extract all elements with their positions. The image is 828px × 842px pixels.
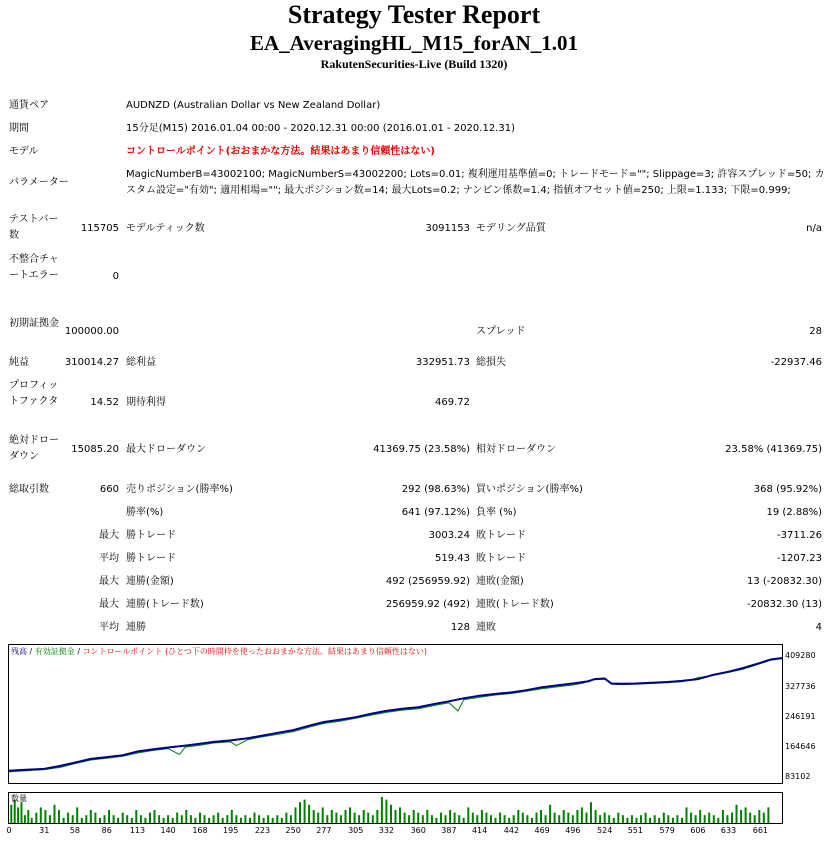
volume-bar: [445, 815, 447, 823]
volume-bar: [76, 807, 78, 823]
volume-bar: [99, 818, 101, 823]
volume-bar: [163, 818, 165, 823]
volume-bar: [349, 807, 351, 823]
volume-bar: [249, 818, 251, 823]
x-tick-label: 496: [565, 826, 581, 835]
volume-bar: [645, 813, 647, 823]
volume-bar: [54, 805, 56, 823]
volume-bar: [244, 815, 246, 823]
volume-bar: [745, 807, 747, 823]
x-tick-label: 442: [503, 826, 520, 835]
volume-bar: [285, 813, 287, 823]
x-tick-label: 661: [752, 826, 769, 835]
period-value: 15分足(M15) 2016.01.04 00:00 - 2020.12.31 00:00 (2016.01.01 - 2020.12.31): [126, 123, 515, 134]
volume-bar: [717, 818, 719, 823]
mismatch-value: 0: [112, 271, 119, 282]
volume-bar: [472, 813, 474, 823]
server-name: RakutenSecurities-Live (Build 1320): [320, 57, 508, 71]
volume-bar: [531, 818, 533, 823]
legend-sep-2: /: [74, 647, 83, 656]
volume-bar: [563, 810, 565, 823]
volume-bar: [399, 807, 401, 823]
volume-bar: [690, 813, 692, 823]
volume-bar: [713, 815, 715, 823]
avg-cons-losses-label: 連敗: [476, 622, 496, 633]
volume-bar: [185, 810, 187, 823]
total-value: 660: [99, 484, 119, 495]
volume-bar: [240, 818, 242, 823]
volume-bar: [295, 807, 297, 823]
volume-bar: [104, 815, 106, 823]
volume-bar: [545, 815, 547, 823]
volume-bar: [276, 815, 278, 823]
volume-bar: [126, 815, 128, 823]
volume-bar: [27, 810, 29, 823]
deposit-label: 初期証拠金: [9, 318, 59, 329]
volume-bar: [658, 818, 660, 823]
volume-bar: [526, 815, 528, 823]
volume-bar: [604, 813, 606, 823]
rel-dd-value: 23.58% (41369.75): [725, 444, 822, 455]
params-label: パラメーター: [9, 177, 69, 188]
volume-bar: [704, 815, 706, 823]
volume-bar: [222, 818, 224, 823]
volume-bar: [263, 818, 265, 823]
long-label: 買いポジション(勝率%): [476, 484, 583, 495]
volume-bar: [754, 815, 756, 823]
volume-bar: [490, 815, 492, 823]
volume-bar: [581, 807, 583, 823]
avg-win-label: 勝トレード: [126, 553, 176, 564]
volume-bar: [495, 818, 497, 823]
max-label-3: 最大: [99, 599, 119, 610]
volume-bar: [363, 810, 365, 823]
model-label: モデル: [9, 146, 39, 157]
volume-bar: [181, 815, 183, 823]
cons-wins-money-label: 連勝(金額): [126, 576, 174, 587]
cons-wins-trades-value: 256959.92 (492): [385, 599, 470, 610]
gross-loss-value: -22937.46: [770, 357, 822, 368]
volume-bar: [404, 813, 406, 823]
volume-bar: [176, 813, 178, 823]
volume-bar: [376, 810, 378, 823]
max-label-2: 最大: [99, 576, 119, 587]
volume-bar: [736, 805, 738, 823]
volume-bar: [190, 815, 192, 823]
volume-bar: [213, 815, 215, 823]
volume-bar: [381, 797, 383, 823]
volume-bar: [449, 810, 451, 823]
pf-value: 14.52: [90, 397, 119, 408]
volume-bar: [85, 815, 87, 823]
ea-name: EA_AveragingHL_M15_forAN_1.01: [250, 31, 578, 55]
volume-bar: [340, 815, 342, 823]
volume-bar: [536, 813, 538, 823]
avg-cons-losses-value: 4: [815, 622, 822, 633]
volume-bar: [636, 818, 638, 823]
volume-bar: [290, 815, 292, 823]
volume-bar: [299, 802, 301, 823]
volume-bar: [367, 813, 369, 823]
x-tick-label: 332: [378, 826, 395, 835]
x-tick-label: 195: [223, 826, 239, 835]
volume-bar: [549, 805, 551, 823]
volume-bar: [395, 810, 397, 823]
volume-bar: [517, 810, 519, 823]
ticks-label: モデルティック数: [126, 223, 205, 234]
volume-bar: [272, 818, 274, 823]
avg-cons-wins-label: 連勝: [126, 622, 146, 633]
volume-bar: [94, 813, 96, 823]
volume-bar: [281, 818, 283, 823]
volume-bar: [613, 818, 615, 823]
x-tick-label: 250: [285, 826, 301, 835]
volume-bar: [708, 813, 710, 823]
avg-win-value: 519.43: [435, 553, 470, 564]
avg-cons-wins-value: 128: [450, 622, 470, 633]
params-value: MagicNumberB=43002100; MagicNumberS=43002200; Lots=0.01; 複利運用基準値=0; トレードモード=""; Slippage=3; 許容スプレッド=50; カスタム設定="有効"; 適用相場=""; 最大ポジション数=14; 最大Lots=0.2; ナンピン係数=1.4; 指値オフセット値=250; 上限=1.133; 下限=0.999;: [126, 169, 825, 196]
y-tick-label: 409280: [785, 651, 816, 661]
volume-bar: [372, 815, 374, 823]
volume-bar: [90, 810, 92, 823]
volume-bar: [513, 815, 515, 823]
volume-bar: [390, 805, 392, 823]
legend-sep-1: /: [27, 647, 35, 656]
volume-bar: [590, 802, 592, 823]
volume-bar: [331, 810, 333, 823]
max-loss-label: 敗トレード: [476, 530, 526, 541]
volume-bar: [767, 807, 769, 823]
volume-bar: [113, 815, 115, 823]
volume-bar: [476, 815, 478, 823]
volume-bar: [454, 813, 456, 823]
net-value: 310014.27: [64, 357, 119, 368]
loss-rate-label: 負率 (%): [476, 507, 517, 518]
cons-losses-trades-label: 連敗(トレード数): [476, 599, 554, 610]
abs-dd-value: 15085.20: [71, 444, 119, 455]
expected-label: 期待利得: [126, 397, 166, 408]
volume-bar: [67, 813, 69, 823]
cons-wins-money-value: 492 (256959.92): [385, 576, 470, 587]
volume-bar: [144, 818, 146, 823]
volume-bar: [322, 807, 324, 823]
volume-bar: [81, 818, 83, 823]
volume-bar: [599, 815, 601, 823]
volume-bar: [24, 815, 26, 823]
volume-bar: [626, 818, 628, 823]
volume-bar: [435, 818, 437, 823]
volume-bar: [499, 813, 501, 823]
volume-bar: [35, 813, 37, 823]
short-value: 292 (98.63%): [401, 484, 470, 495]
loss-rate-value: 19 (2.88%): [766, 507, 822, 518]
legend-balance: 残高: [11, 647, 27, 656]
volume-bar: [458, 815, 460, 823]
x-tick-label: 579: [659, 826, 675, 835]
volume-bar: [58, 810, 60, 823]
volume-bar: [640, 815, 642, 823]
volume-bar: [217, 813, 219, 823]
volume-bar: [72, 815, 74, 823]
model-value: コントロールポイント(おおまかな方法。結果はあまり信頼性はない): [126, 146, 435, 157]
y-tick-label: 246191: [785, 711, 816, 721]
balance-line: [9, 658, 782, 771]
volume-chart: [8, 792, 783, 824]
volume-bar: [667, 815, 669, 823]
volume-bar: [722, 810, 724, 823]
x-tick-label: 113: [129, 826, 146, 835]
win-rate-label: 勝率(%): [126, 507, 164, 518]
x-tick-label: 633: [720, 826, 737, 835]
avg-loss-label: 敗トレード: [476, 553, 526, 564]
x-tick-label: 140: [160, 826, 176, 835]
x-tick-label: 469: [534, 826, 550, 835]
volume-bar: [267, 815, 269, 823]
period-label: 期間: [9, 123, 29, 134]
volume-bar: [21, 802, 23, 823]
avg-label-1: 平均: [99, 553, 119, 564]
volume-bar: [622, 815, 624, 823]
balance-chart-svg: [9, 645, 782, 783]
volume-bar: [572, 815, 574, 823]
volume-bar: [131, 818, 133, 823]
volume-bar: [199, 813, 201, 823]
x-tick-label: 551: [627, 826, 643, 835]
volume-bar: [208, 818, 210, 823]
volume-bar: [417, 813, 419, 823]
deposit-value: 100000.00: [64, 326, 119, 337]
volume-bar: [617, 813, 619, 823]
volume-bar: [681, 818, 683, 823]
volume-bar: [540, 810, 542, 823]
volume-bar: [149, 813, 151, 823]
x-tick-label: 305: [348, 826, 364, 835]
volume-bar: [313, 810, 315, 823]
volume-bar: [317, 813, 319, 823]
volume-bar: [194, 818, 196, 823]
volume-bar: [254, 813, 256, 823]
volume-bar: [554, 813, 556, 823]
volume-bar: [467, 807, 469, 823]
volume-bar: [740, 810, 742, 823]
long-value: 368 (95.92%): [753, 484, 822, 495]
volume-bar: [731, 813, 733, 823]
volume-bar: [586, 813, 588, 823]
win-rate-value: 641 (97.12%): [401, 507, 470, 518]
cons-losses-money-label: 連敗(金額): [476, 576, 524, 587]
spread-value: 28: [809, 326, 822, 337]
x-tick-label: 223: [254, 826, 271, 835]
total-label: 総取引数: [9, 484, 49, 495]
volume-bar: [158, 815, 160, 823]
legend-equity: 有効証拠金: [34, 647, 75, 656]
volume-bar: [726, 815, 728, 823]
cons-wins-trades-label: 連勝(トレード数): [126, 599, 204, 610]
x-tick-label: 360: [410, 826, 426, 835]
max-dd-value: 41369.75 (23.58%): [373, 444, 470, 455]
chart-legend: [11, 646, 427, 658]
max-loss-value: -3711.26: [777, 530, 822, 541]
volume-bar: [595, 810, 597, 823]
volume-bar: [676, 815, 678, 823]
volume-bar: [408, 815, 410, 823]
pf-label: プロフィットファクタ: [9, 380, 59, 407]
expected-value: 469.72: [435, 397, 470, 408]
volume-bar: [117, 818, 119, 823]
max-label-1: 最大: [99, 530, 119, 541]
x-tick-label: 524: [597, 826, 613, 835]
volume-bar: [140, 815, 142, 823]
volume-bar: [463, 818, 465, 823]
avg-loss-value: -1207.23: [777, 553, 822, 564]
volume-bar: [422, 815, 424, 823]
x-tick-label: 414: [471, 826, 488, 835]
volume-bar: [522, 813, 524, 823]
volume-bar: [326, 815, 328, 823]
volume-bar: [758, 810, 760, 823]
net-label: 純益: [9, 357, 29, 368]
quality-label: モデリング品質: [476, 223, 546, 234]
x-tick-label: 58: [69, 826, 81, 835]
x-tick-label: 277: [316, 826, 332, 835]
x-tick-label: 0: [6, 826, 12, 835]
volume-bar: [308, 805, 310, 823]
volume-bar: [135, 810, 137, 823]
volume-bar: [154, 810, 156, 823]
y-tick-label: 83102: [785, 772, 811, 781]
volume-bar: [631, 815, 633, 823]
volume-bar: [17, 807, 19, 823]
max-win-label: 勝トレード: [126, 530, 176, 541]
x-tick-label: 168: [192, 826, 208, 835]
volume-bar: [108, 810, 110, 823]
volume-label: 数量: [11, 794, 27, 803]
abs-dd-label: 絶対ドローダウン: [9, 435, 59, 462]
balance-chart: [8, 644, 783, 784]
volume-bar: [654, 815, 656, 823]
short-label: 売りポジション(勝率%): [126, 484, 233, 495]
volume-bar: [699, 810, 701, 823]
symbol-label: 通貨ペア: [9, 100, 49, 111]
volume-bar: [426, 810, 428, 823]
max-win-value: 3003.24: [428, 530, 470, 541]
volume-bar: [686, 807, 688, 823]
gross-loss-label: 総損失: [476, 357, 506, 368]
volume-bar: [172, 818, 174, 823]
x-tick-label: 387: [441, 826, 457, 835]
volume-bar: [49, 815, 51, 823]
volume-bar: [10, 805, 12, 823]
report-title: Strategy Tester Report: [287, 0, 541, 29]
x-tick-label: 31: [39, 826, 50, 835]
volume-bar: [44, 810, 46, 823]
legend-model: コントロールポイント (ひとつ下の時間枠を使ったおおまかな方法。結果はあまり信頼性はない): [82, 647, 428, 656]
volume-bar: [354, 813, 356, 823]
volume-bar: [763, 813, 765, 823]
y-tick-label: 327736: [785, 681, 816, 691]
bars-label: テストバー数: [9, 214, 59, 241]
mismatch-label: 不整合チャートエラー: [9, 254, 59, 281]
volume-bar: [345, 810, 347, 823]
volume-bar: [40, 807, 42, 823]
volume-bar: [63, 818, 65, 823]
volume-bar: [431, 815, 433, 823]
volume-bar: [485, 813, 487, 823]
volume-bar: [649, 818, 651, 823]
volume-bar: [304, 800, 306, 823]
volume-bar: [663, 813, 665, 823]
volume-bar: [481, 810, 483, 823]
volume-bar: [31, 818, 33, 823]
volume-bar: [385, 800, 387, 823]
volume-bar: [122, 813, 124, 823]
x-tick-label: 606: [690, 826, 706, 835]
gross-profit-value: 332951.73: [415, 357, 470, 368]
avg-label-2: 平均: [99, 622, 119, 633]
volume-bar: [749, 813, 751, 823]
symbol-value: AUDNZD (Australian Dollar vs New Zealand Dollar): [126, 100, 381, 111]
volume-bar: [695, 815, 697, 823]
volume-bar: [672, 818, 674, 823]
spread-label: スプレッド: [476, 326, 526, 337]
bars-value: 115705: [80, 223, 119, 234]
cons-losses-trades-value: -20832.30 (13): [746, 599, 822, 610]
quality-value: n/a: [806, 223, 822, 234]
volume-bar: [167, 815, 169, 823]
ticks-value: 3091153: [425, 223, 470, 234]
volume-bar: [508, 818, 510, 823]
volume-bar: [235, 815, 237, 823]
y-tick-label: 164646: [785, 741, 816, 751]
rel-dd-label: 相対ドローダウン: [476, 444, 556, 455]
x-tick-label: 86: [101, 826, 112, 835]
volume-bar: [335, 813, 337, 823]
gross-profit-label: 総利益: [126, 357, 156, 368]
volume-bar: [413, 810, 415, 823]
cons-losses-money-value: 13 (-20832.30): [746, 576, 822, 587]
volume-bar: [258, 815, 260, 823]
volume-bar: [231, 810, 233, 823]
volume-bar: [504, 815, 506, 823]
volume-bar: [440, 813, 442, 823]
volume-bar: [226, 815, 228, 823]
volume-bar: [204, 815, 206, 823]
volume-bar: [576, 810, 578, 823]
max-dd-label: 最大ドローダウン: [126, 444, 206, 455]
volume-bar: [567, 813, 569, 823]
volume-bar: [558, 815, 560, 823]
volume-bar: [608, 815, 610, 823]
volume-bar: [358, 815, 360, 823]
volume-chart-svg: [9, 793, 782, 823]
